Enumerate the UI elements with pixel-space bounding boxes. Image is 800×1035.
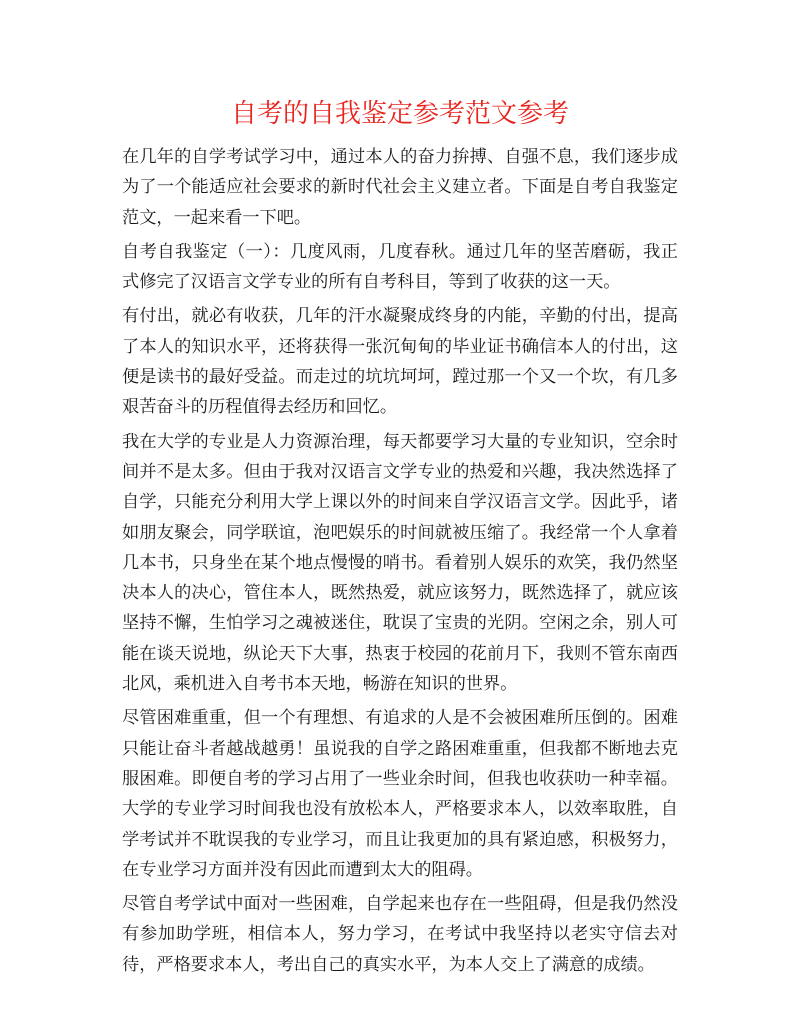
paragraph-major: 我在大学的专业是人力资源治理，每天都要学习大量的专业知识，空余时间并不是太多。但由于我对汉语言文学专业的热爱和兴趣，我决然选择了自学，只能充分利用大学上课以外的时间来自学汉语言文学。因此乎，诸如朋友聚会，同学联谊，泡吧娱乐的时间就被压缩了。我经常一个人拿着几本书，只身坐在某个地点慢慢的哨书。看着别人娱乐的欢笑，我仍然坚决本人的决心，管住本人，既然热爱，就应该努力，既然选择了，就应该坚持不懈，生怕学习之魂被迷住，耽误了宝贵的光阴。空闲之余，别人可能在谈天说地，纵论天下大事，热衷于校园的花前月下，我则不管东南西北风，乘机进入自考书本天地，畅游在知识的世界。 [122,431,678,695]
paragraph-intro: 在几年的自学考试学习中，通过本人的奋力拚搏、自强不息，我们逐步成为了一个能适应社会要求的新时代社会主义建立者。下面是自考自我鉴定范文，一起来看一下吧。 [122,147,678,228]
paragraph-difficulties: 尽管困难重重，但一个有理想、有追求的人是不会被困难所压倒的。困难只能让奋斗者越战越勇！虽说我的自学之路困难重重，但我都不断地去克服困难。即便自考的学习占用了一些业余时间，但我也收获叻一种幸福。大学的专业学习时间我也没有放松本人，严格要求本人，以效率取胜，自学考试并不耽误我的专业学习，而且让我更加的具有紧迫感，积极努力，在专业学习方面并没有因此而遭到太大的阻碍。 [122,708,678,880]
document-body [122,142,678,984]
document-title: 自考的自我鉴定参考范文参考 [230,99,569,129]
paragraph-appraisal-one: 自考自我鉴定（一）：几度风雨，几度春秋。通过几年的坚苦磨砺，我正式修完了汉语言文学专业的所有自考科目，等到了收获的这一天。 [122,241,678,293]
paragraph-effort: 有付出，就必有收获，几年的汗水凝聚成终身的内能，辛勤的付出，提高了本人的知识水平，还将获得一张沉甸甸的毕业证书确信本人的付出，这便是读书的最好受益。而走过的坑坑坷坷，蹚过那一个又一个坎，有几多艰苦奋斗的历程值得去经历和回忆。 [122,306,678,418]
paragraph-exam: 尽管自考学试中面对一些困难，自学起来也存在一些阻碍，但是我仍然没有参加助学班，相信本人，努力学习，在考试中我坚持以老实守信去对待，严格要求本人，考出自己的真实水平，为本人交上了满意的成绩。 [122,894,678,975]
